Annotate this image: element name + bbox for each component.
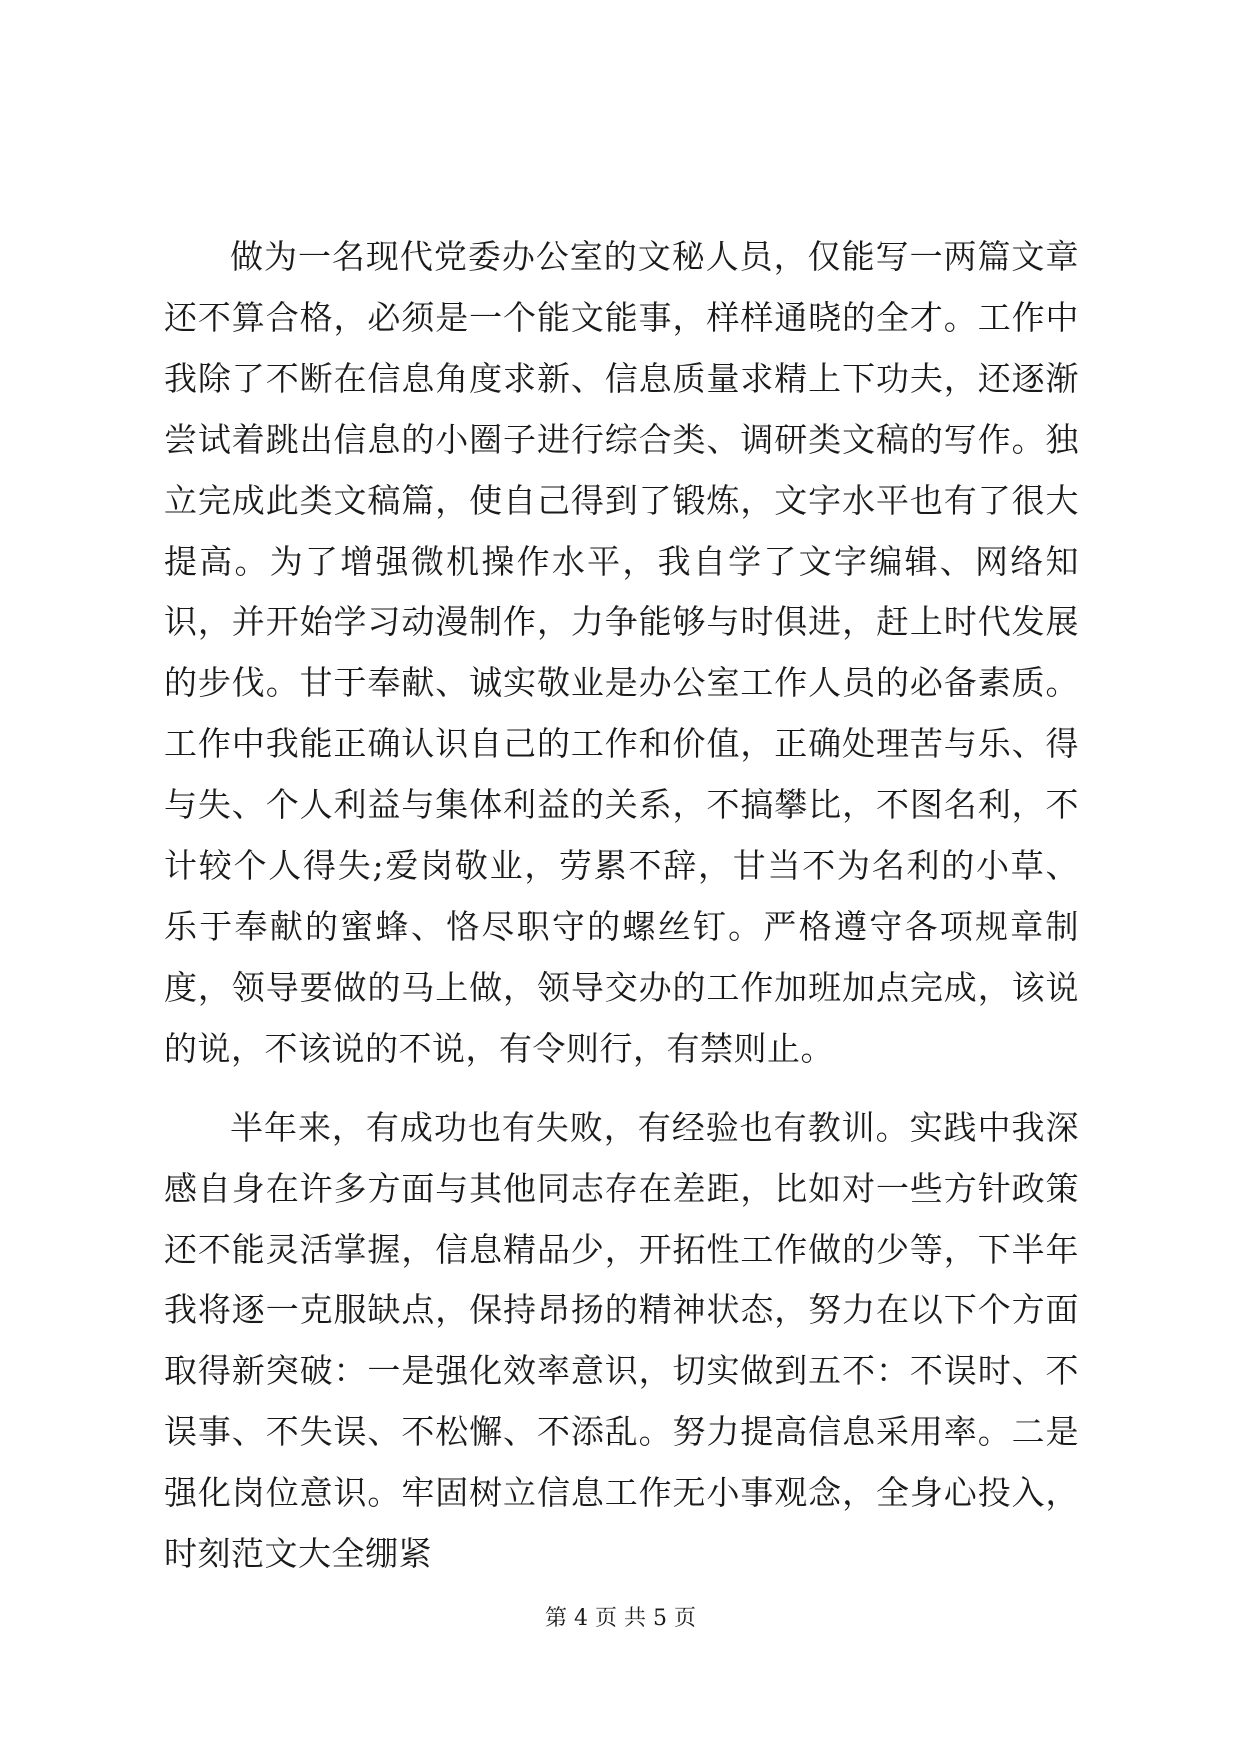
page-number: 第 4 页 共 5 页: [545, 1606, 696, 1631]
page-footer: [0, 1604, 1241, 1634]
paragraph-2: 半年来，有成功也有失败，有经验也有教训。实践中我深感自身在许多方面与其他同志存在差距，比如对一些方针政策还不能灵活掌握，信息精品少，开拓性工作做的少等，下半年我将逐一克服缺点，保持昂扬的精神状态，努力在以下个方面取得新突破：一是强化效率意识，切实做到五不：不误时、不误事、不失误、不松懈、不添乱。努力提高信息采用率。二是强化岗位意识。牢固树立信息工作无小事观念，全身心投入，时刻范文大全绷紧: [164, 1107, 1079, 1574]
document-body: [164, 227, 1079, 1585]
paragraph-1: 做为一名现代党委办公室的文秘人员，仅能写一两篇文章还不算合格，必须是一个能文能事，样样通晓的全才。工作中我除了不断在信息角度求新、信息质量求精上下功夫，还逐渐尝试着跳出信息的小圈子进行综合类、调研类文稿的写作。独立完成此类文稿篇，使自己得到了锻炼，文字水平也有了很大提高。为了增强微机操作水平，我自学了文字编辑、网络知识，并开始学习动漫制作，力争能够与时俱进，赶上时代发展的步伐。甘于奉献、诚实敬业是办公室工作人员的必备素质。工作中我能正确认识自己的工作和价值，正确处理苦与乐、得与失、个人利益与集体利益的关系，不搞攀比，不图名利，不计较个人得失;爱岗敬业，劳累不辞，甘当不为名利的小草、乐于奉献的蜜蜂、恪尽职守的螺丝钉。严格遵守各项规章制度，领导要做的马上做，领导交办的工作加班加点完成，该说的说，不该说的不说，有令则行，有禁则止。: [164, 237, 1079, 1068]
